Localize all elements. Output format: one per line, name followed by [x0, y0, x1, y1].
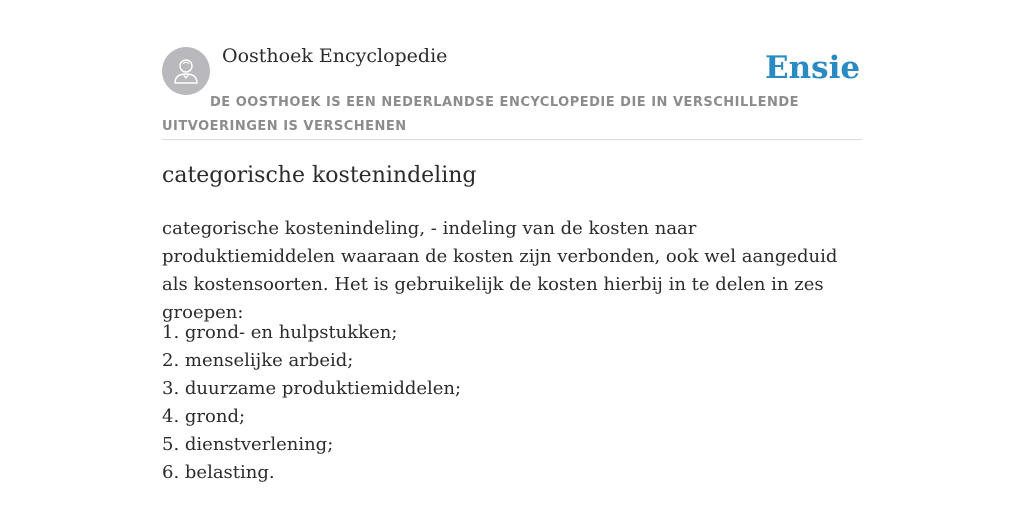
entry-body: categorische kostenindeling, - indeling van de kosten naar produktiemiddelen waaraan de kosten zijn verbonden, ook wel aangeduid als kostensoorten. Het is gebruikelijk de kosten hierbij in te delen in zes groepen:: [162, 218, 838, 323]
list-item: 2. menselijke arbeid;: [162, 350, 354, 371]
list-item: 1. grond- en hulpstukken;: [162, 322, 398, 343]
list-item: 5. dienstverlening;: [162, 434, 334, 455]
entry-title: categorische kostenindeling: [162, 163, 477, 188]
brand-logo[interactable]: Ensie: [765, 50, 861, 86]
avatar[interactable]: [162, 47, 210, 95]
author-description: DE OOSTHOEK IS EEN NEDERLANDSE ENCYCLOPEDIE DIE IN VERSCHILLENDE UITVOERINGEN IS VERSCHENEN: [162, 95, 800, 134]
header-divider: [162, 139, 862, 140]
author-name[interactable]: Oosthoek Encyclopedie: [222, 45, 448, 67]
entry-list: [162, 319, 862, 487]
list-item: 4. grond;: [162, 406, 246, 427]
list-item: 3. duurzame produktiemiddelen;: [162, 378, 462, 399]
list-item: 6. belasting.: [162, 462, 275, 483]
user-icon: [162, 47, 210, 95]
